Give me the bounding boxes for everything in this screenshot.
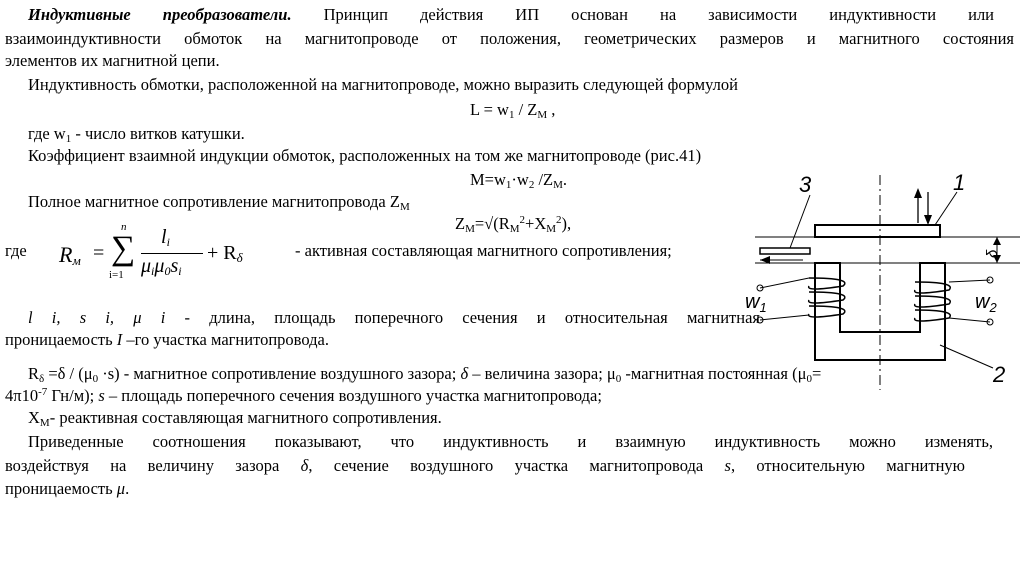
eq-sum-top: n [121,221,127,233]
formula-reluctance: $Z_M=√(R_M^2+X_M^2)$, [455,214,572,235]
label-2: 2 [993,362,1006,387]
where-label: где [5,241,27,260]
gap-label: δ [984,249,1001,258]
section-title: Индуктивные преобразователи. [28,5,292,24]
reluctance-intro: Полное магнитное сопротивление магнитопровода $Z_M$ [28,192,410,213]
eq-equals: = [93,242,105,264]
sum-icon: ∑ [111,230,136,267]
intro-line-2: взаимоиндуктивности обмоток на магнитопроводе от положения, геометрических размеров и магнитного состояния [5,29,1014,48]
fraction-bar [141,253,203,254]
probe [760,248,810,254]
formula-mutual: $M=w_1\cdot w_2$ $/Z_M$. [470,170,568,191]
eq-plus-r: + $R_\delta$ [207,242,243,265]
label-3: 3 [799,172,812,197]
active-reluctance-desc: - активная составляющая магнитного сопротивления; [295,241,672,260]
w2-lead-bottom [949,318,990,322]
conclusion-line-1: Приведенные соотношения показывают, что индуктивность и взаимную индуктивность можно изменять, [28,432,993,451]
mutual-induction-intro: Коэффициент взаимной индукции обмоток, расположенных на том же магнитопроводе (рис.41) [28,146,702,165]
formula-inductance: $L = w_1 / Z_M$ , [470,100,556,121]
leader-2 [940,345,993,368]
eq-denominator: $\mu_i\mu_0s_i$ [141,255,182,278]
label-w2: $w_2$ [975,291,997,315]
reactive-reluctance: $X_M-$ реактивная составляющая магнитного сопротивления. [28,408,442,429]
label-1: 1 [953,170,966,195]
turns-definition: где $w_1$ - число витков катушки. [28,124,245,145]
inductive-transducer-diagram [735,170,1020,395]
conclusion-line-3: проницаемость μ. [5,479,130,498]
w2-lead-top [949,280,990,282]
eq-sum-bottom: i=1 [109,269,124,281]
active-reluctance-equation [55,222,275,288]
inductance-intro: Индуктивность обмотки, расположенной на магнитопроводе, можно выразить следующей формулой [28,75,738,94]
gap-reluctance-line-2: $4\pi 10^{-7}$ Гн/м); s – площадь поперечного сечения воздушного участка магнитопровода; [5,386,602,405]
arrow-down-icon [924,215,932,225]
intro-line-1: Индуктивные преобразователи. Принцип действия ИП основан на зависимости индуктивности или [28,5,995,24]
armature [815,225,940,237]
label-w1: $w_1$ [745,291,767,315]
eq-numerator: $l_i$ [161,226,170,249]
intro-line-3: элементов их магнитной цепи. [5,51,220,70]
segment-params-line-1: l i, s i, μ i - длина, площадь поперечного сечения и относительная магнитная [28,308,760,327]
eq-r: $R_м$ [59,242,81,268]
w1-lead-top [760,278,809,288]
w1-lead-bottom [760,315,809,320]
segment-params-line-2: проницаемость I –го участка магнитопровода. [5,330,329,349]
conclusion-line-2: воздействуя на величину зазора δ, сечение воздушного участка магнитопровода s, относительную магнитную [5,456,965,475]
gap-reluctance-line-1: $R_\delta =\delta / (\mu_0 \cdot s)$ - магнитное сопротивление воздушного зазора; δ – величина зазора; $\mu_0$ -магнитная постоянная ($\mu_0=$ [28,364,822,385]
leader-1 [935,192,957,225]
arrow-up-icon [914,188,922,198]
gap-arrow-top-icon [993,237,1001,245]
leader-3 [790,195,810,248]
